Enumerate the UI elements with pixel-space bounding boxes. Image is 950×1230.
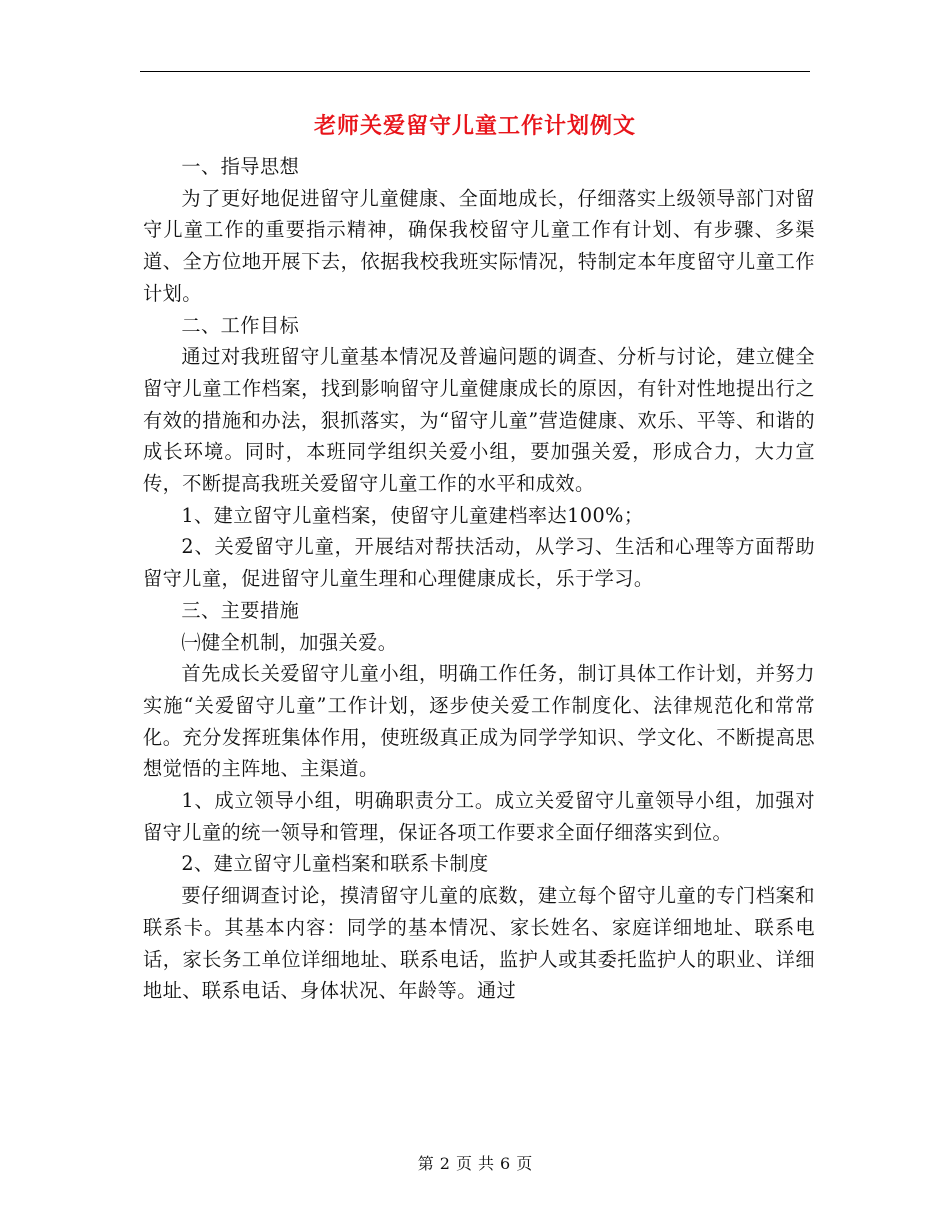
list-item: 1、建立留守儿童档案，使留守儿童建档率达100%； (181, 503, 644, 527)
body-paragraph: 通过对我班留守儿童基本情况及普遍问题的调查、分析与讨论，建立健全留守儿童工作档案，找到影响留守儿童健康成长的原因，有针对性地提出行之有效的措施和办法，狠抓落实，为“留守儿童”营造健康、欢乐、平等、和谐的成长环境。同时，本班同学组织关爱小组，要加强关爱，形成合力，大力宣传，不断提高我班关爱留守儿童工作的水平和成效。 (143, 345, 815, 496)
page-footer (0, 1152, 950, 1176)
body-paragraph: 为了更好地促进留守儿童健康、全面地成长，仔细落实上级领导部门对留守儿童工作的重要指示精神，确保我校留守儿童工作有计划、有步骤、多渠道、全方位地开展下去，依据我校我班实际情况，特制定本年度留守儿童工作计划。 (143, 186, 815, 305)
list-item: 2、关爱留守儿童，开展结对帮扶活动，从学习、生活和心理等方面帮助留守儿童，促进留守儿童生理和心理健康成长，乐于学习。 (143, 535, 815, 591)
document-body (143, 151, 815, 1007)
section-heading-work-goals: 二、工作目标 (181, 313, 300, 337)
section-heading-main-measures: 三、主要措施 (181, 598, 300, 622)
footer-current-page: 2 (439, 1154, 450, 1173)
header-rule (140, 71, 810, 72)
footer-prefix: 第 (417, 1154, 434, 1173)
body-paragraph: 要仔细调查讨论，摸清留守儿童的底数，建立每个留守儿童的专门档案和联系卡。其基本内容：同学的基本情况、家长姓名、家庭详细地址、联系电话，家长务工单位详细地址、联系电话，监护人或其委托监护人的职业、详细地址、联系电话、身体状况、年龄等。通过 (143, 884, 815, 1003)
subsection-heading: ㈠健全机制，加强关爱。 (181, 630, 398, 654)
footer-page-word: 页 (455, 1154, 472, 1173)
footer-suffix: 页 (516, 1154, 533, 1173)
list-item: 1、成立领导小组，明确职责分工。成立关爱留守儿童领导小组，加强对留守儿童的统一领导和管理，保证各项工作要求全面仔细落实到位。 (143, 789, 815, 844)
body-paragraph: 首先成长关爱留守儿童小组，明确工作任务，制订具体工作计划，并努力实施“关爱留守儿童”工作计划，逐步使关爱工作制度化、法律规范化和常常化。充分发挥班集体作用，使班级真正成为同学学知识、学文化、不断提高思想觉悟的主阵地、主渠道。 (143, 662, 815, 781)
section-heading-guiding-ideology: 一、指导思想 (181, 155, 300, 178)
footer-total-pages: 6 (500, 1154, 511, 1173)
footer-total-word: 共 (478, 1154, 495, 1173)
document-title: 老师关爱留守儿童工作计划例文 (313, 113, 636, 139)
list-item: 2、建立留守儿童档案和联系卡制度 (181, 852, 489, 876)
